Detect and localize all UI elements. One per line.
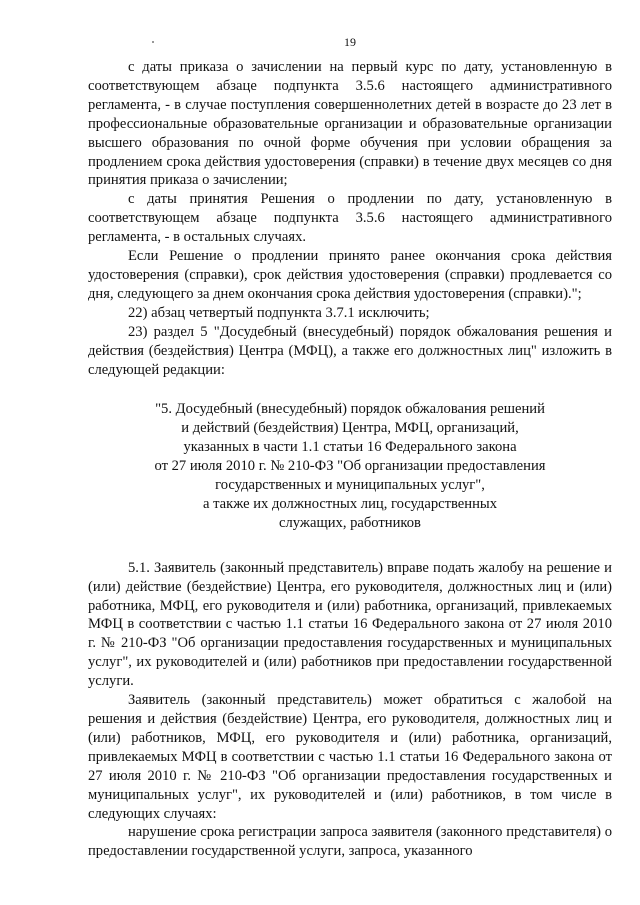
paragraph-item-22: 22) абзац четвертый подпункта 3.7.1 исключить; bbox=[128, 304, 430, 321]
heading-line: а также их должностных лиц, государственных bbox=[202, 495, 497, 512]
paragraph-enrollment-date: с даты приказа о зачислении на первый курс по дату, установленную в соответствующем абзаце подпункта 3.5.6 настоящего административного регламента, - в случае поступления совершеннолетних детей в возрасте до 23 лет в профессиональные образовательные организации и образовательные организации высшего образования по очной форме обучения при условии обращения за продлением срока действия удостоверения (справки) в течение двух месяцев со дня принятия приказа о зачислении; bbox=[88, 59, 612, 189]
section-5-heading bbox=[88, 400, 612, 532]
paragraph-item-23: 23) раздел 5 "Досудебный (внесудебный) порядок обжалования решения и действия (бездействия) Центра (МФЦ), а также его должностных лиц" изложить в следующей редакции: bbox=[88, 323, 612, 378]
page-number: 19 bbox=[344, 35, 356, 49]
paragraph-decision-date: с даты принятия Решения о продлении по дату, установленную в соответствующем абзаце подпункта 3.5.6 настоящего административного регламента, - в остальных случаях. bbox=[88, 191, 612, 246]
heading-line: указанных в части 1.1 статьи 16 Федерального закона bbox=[183, 439, 517, 456]
heading-line: служащих, работников bbox=[279, 514, 421, 531]
spacer bbox=[88, 533, 612, 559]
heading-line: от 27 июля 2010 г. № 210-ФЗ "Об организации предоставления bbox=[154, 458, 546, 475]
heading-line: "5. Досудебный (внесудебный) порядок обжалования решений bbox=[155, 401, 545, 418]
paragraph-5-1: 5.1. Заявитель (законный представитель) вправе подать жалобу на решение и (или) действие (бездействие) Центра, его руководителя, должностных лиц и (или) работника, МФЦ, его руководителя и (или) работника, организаций, привлекаемых МФЦ в соответствии с частью 1.1 статьи 16 Федерального закона от 27 июля 2010 г. № 210-ФЗ "Об организации предоставления государственных и муниципальных услуг", их руководителей и (или) работников при предоставлении государственной услуги. bbox=[88, 559, 612, 690]
top-text-block bbox=[88, 58, 612, 861]
spacer bbox=[88, 379, 612, 400]
heading-line: государственных и муниципальных услуг", bbox=[215, 477, 485, 494]
heading-line: и действий (бездействия) Центра, МФЦ, организаций, bbox=[181, 420, 519, 437]
document-page bbox=[88, 0, 612, 905]
paragraph-complaint-cases: Заявитель (законный представитель) может обратиться с жалобой на решения и действия (бездействие) Центра, его руководителя, должностных лиц и (или) работников, МФЦ, его руководителя и (или) работника, организаций, привлекаемых МФЦ в соответствии с частью 1.1 статьи 16 Федерального закона от 27 июля 2010 г. № 210-ФЗ "Об организации предоставления государственных и муниципальных услуг", их руководителей и (или) работников, в том числе в следующих случаях: bbox=[88, 692, 612, 822]
paragraph-registration-violation: нарушение срока регистрации запроса заявителя (законного представителя) о предоставлении государственной услуги, запроса, указанного bbox=[88, 824, 612, 860]
paragraph-early-decision: Если Решение о продлении принято ранее окончания срока действия удостоверения (справки), срок действия удостоверения (справки) продлевается со дня, следующего за днем окончания срока действия удостоверения (справки)."; bbox=[88, 248, 612, 302]
